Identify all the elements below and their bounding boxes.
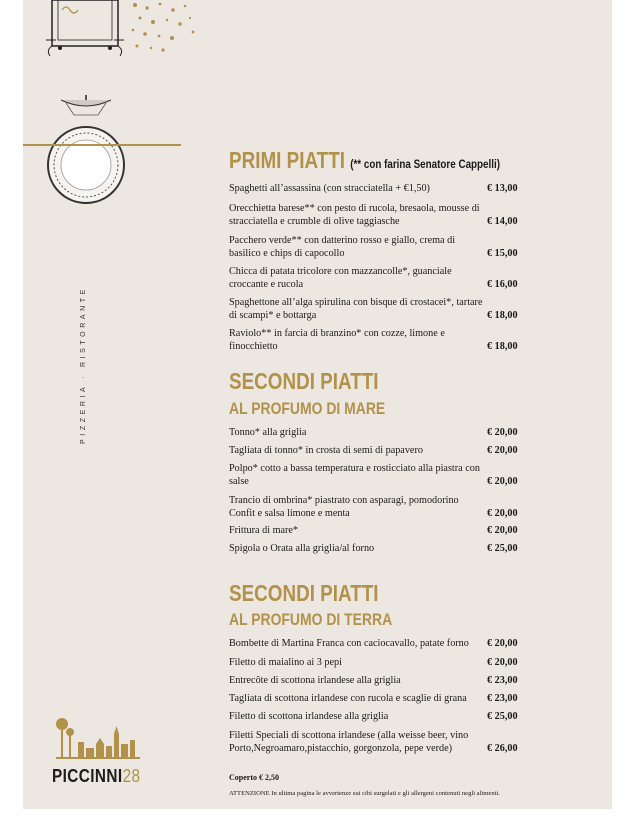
item-name: Spigola o Orata alla griglia/al forno [229, 543, 375, 554]
item-name: Bombette di Martina Franca con caciocavallo, patate forno [229, 638, 469, 649]
secondi-terra-subtitle: AL PROFUMO DI TERRA [229, 610, 393, 629]
item-price: € 23,00 [487, 675, 518, 686]
logo-number: 28 [122, 766, 141, 786]
item-price: € 13,00 [487, 183, 518, 194]
menu-item [229, 638, 534, 651]
item-price: € 23,00 [487, 693, 518, 704]
plate-illustration [26, 95, 186, 215]
item-price: € 20,00 [487, 507, 518, 519]
item-name: Filetti Speciali di scottona irlandese (alla weisse beer, vino Porto,Negroamaro,pistacchio, gorgonzola, pepe verde) [229, 730, 469, 754]
item-price: € 20,00 [487, 427, 518, 438]
hanging-frame-illustration [40, 0, 130, 60]
logo-name: PICCINNI [52, 766, 123, 786]
primi-title: PRIMI PIATTI [229, 147, 345, 173]
menu-item [229, 675, 534, 688]
menu-item [229, 266, 534, 291]
item-price: € 20,00 [487, 657, 518, 668]
menu-item [229, 657, 534, 670]
item-price: € 20,00 [487, 525, 518, 536]
menu-item [229, 427, 534, 440]
item-price: € 18,00 [487, 309, 518, 321]
menu-item [229, 328, 534, 353]
item-name: Tonno* alla griglia [229, 427, 307, 438]
secondi-terra-title: SECONDI PIATTI [229, 580, 379, 606]
menu-item [229, 183, 534, 196]
secondi-mare-subtitle: AL PROFUMO DI MARE [229, 399, 386, 418]
item-price: € 25,00 [487, 711, 518, 722]
menu-item [229, 463, 534, 488]
side-tagline: PIZZERIA · RISTORANTE [80, 286, 87, 444]
item-price: € 16,00 [487, 278, 518, 290]
menu-item [229, 525, 534, 538]
item-name: Polpo* cotto a bassa temperatura e rosticciato alla piastra con salse [229, 463, 480, 487]
item-price: € 26,00 [487, 742, 518, 754]
logo-wordmark [52, 766, 146, 787]
item-price: € 14,00 [487, 215, 518, 227]
item-name: Frittura di mare* [229, 525, 299, 536]
item-name: Orecchietta barese** con pesto di rucola, bresaola, mousse di stracciatella e crumble di olive taggiasche [229, 203, 480, 227]
menu-item [229, 297, 534, 322]
item-name: Filetto di scottona irlandese alla griglia [229, 711, 389, 722]
item-name: Filetto di maialino ai 3 pepi [229, 657, 342, 668]
gold-dots-decoration [125, 0, 200, 55]
menu-item [229, 235, 534, 260]
gold-divider-line [23, 144, 181, 146]
primi-note: (** con farina Senatore Cappelli) [350, 157, 501, 171]
item-price: € 20,00 [487, 445, 518, 456]
menu-item [229, 730, 534, 755]
item-name: Trancio di ombrina* piastrato con asparagi, pomodorino Confit e salsa limone e menta [229, 495, 459, 519]
attenzione-note: ATTENZIONE In ultima pagina le avvertenze sui cibi surgelati e gli allergeni contenuti negli alimenti. [229, 790, 500, 797]
menu-item [229, 203, 534, 228]
coperto-note: Coperto € 2,50 [229, 773, 279, 782]
menu-item [229, 495, 534, 520]
item-name: Tagliata di scottona irlandese con rucola e scaglie di grana [229, 693, 467, 704]
menu-item [229, 693, 534, 706]
item-price: € 25,00 [487, 543, 518, 554]
item-name: Spaghettone all’alga spirulina con bisque di crostacei*, tartare di scampi* e bottarga [229, 297, 483, 321]
item-name: Spaghetti all’assassina (con stracciatella + €1,50) [229, 183, 430, 194]
item-price: € 20,00 [487, 638, 518, 649]
item-price: € 20,00 [487, 475, 518, 487]
menu-item [229, 711, 534, 724]
menu-item [229, 543, 534, 556]
item-name: Pacchero verde** con datterino rosso e giallo, crema di basilico e chips di capocollo [229, 235, 456, 259]
item-name: Tagliata di tonno* in crosta di semi di papavero [229, 445, 423, 456]
primi-heading [229, 148, 500, 176]
item-name: Raviolo** in farcia di branzino* con cozze, limone e finocchietto [229, 328, 445, 352]
menu-item [229, 445, 534, 458]
item-price: € 15,00 [487, 247, 518, 259]
item-name: Chicca di patata tricolore con mazzancolle*, guanciale croccante e rucola [229, 266, 452, 290]
item-name: Entrecôte di scottona irlandese alla griglia [229, 675, 401, 686]
secondi-mare-title: SECONDI PIATTI [229, 368, 379, 394]
item-price: € 18,00 [487, 340, 518, 352]
